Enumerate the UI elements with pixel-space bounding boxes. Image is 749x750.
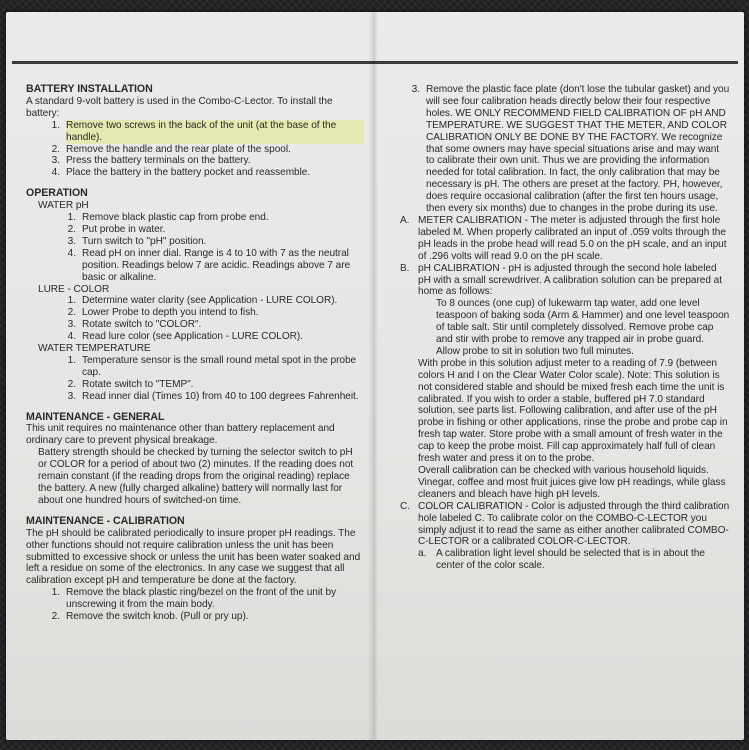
instruction-sheet bbox=[6, 12, 744, 740]
list-item: 2. Remove the switch knob. (Pull or pry up). bbox=[51, 611, 249, 623]
battery-intro: A standard 9-volt battery is used in the Combo-C-Lector. To install the battery: bbox=[26, 95, 333, 119]
list-item: 1. Remove two screws in the back of the unit (at the base of the handle). bbox=[40, 120, 364, 144]
list-item: 2. Rotate switch to "TEMP". bbox=[67, 378, 194, 390]
color-calibration-sub: a. A calibration light level should be selected that is in about the center of the color scale. bbox=[418, 548, 705, 572]
ph-calibration: B. pH CALIBRATION - pH is adjusted through the second hole labeled pH with a small screwdriver. A calibration solution can be prepared at home as follows: To 8 ounces (one cup) of lukewarm tap water, add one level teaspoon of baking soda (Arm & Hammer) and one level teaspoon of table salt. Stir until completely dissolved. Remove probe cap and stir with probe to remove any trapped air in probe guard. Allow probe to sit in solution two full minutes. With probe in this solution adjust meter to a reading of 7.9 (between colors H and I on the Clear Water Color scale). Note: This solution is not considered stable and should be mixed fresh each time the unit is calibrated. If you wish to order a stable, buffered pH 7.0 standard solution, see parts list. Following calibration, and after use of the pH probe in fishing or other applications, rinse the probe and probe cap in fresh tap water. Store probe with a small amount of fresh water in the cap to keep the probe moist. Fill cap approximately half full of clean fresh water and press it on to the probe. Overall calibration can be checked with various household liquids. Vinegar, coffee and most fruit juices give low pH readings, while glass cleaners and bleach have high pH levels. bbox=[400, 262, 730, 500]
color-calibration: C. COLOR CALIBRATION - Color is adjusted through the third calibration hole labeled C. To calibrate color on the COMBO-C-LECTOR you simply adjust it to read the same as either another calibrated COMBO-C-LECTOR or a calibrated COLOR-C-LECTOR. a. A calibration light level should be selected that is in about the center of the color scale. bbox=[400, 500, 730, 572]
lure-color-steps bbox=[26, 295, 364, 343]
maintenance-general-heading: MAINTENANCE - GENERAL bbox=[26, 410, 165, 423]
list-item: 3. Turn switch to "pH" position. bbox=[67, 235, 207, 247]
list-item: 1. Remove the black plastic ring/bezel on the front of the unit by unscrewing it from the main body. bbox=[51, 587, 337, 611]
solution-recipe: To 8 ounces (one cup) of lukewarm tap water, add one level teaspoon of baking soda (Arm & Hammer) and one level teaspoon of table salt. Stir until completely dissolved. Remove probe cap and stir with probe to remove any trapped air in probe guard. Allow probe to sit in solution two full minutes. bbox=[436, 298, 730, 357]
ph-calibration-p2: With probe in this solution adjust meter to a reading of 7.9 (between colors H and I on the Clear Water Color scale). Note: This solution is not considered stable and should be mixed fresh each time the unit is calibrated. If you wish to order a stable, buffered pH 7.0 standard solution, see parts list. Following calibration, and after use of the pH probe in fishing or other applications, rinse the probe and probe cap in fresh tap water. Store probe with a small amount of fresh water in the cap to keep the probe moist. Fill cap approximately half full of clean fresh water and press it on to the probe. bbox=[418, 357, 728, 465]
water-temp-title: WATER TEMPERATURE bbox=[38, 343, 151, 355]
list-item: 2. Put probe in water. bbox=[67, 223, 166, 235]
list-item: 1. Determine water clarity (see Application - LURE COLOR). bbox=[67, 295, 338, 307]
maintenance-general-p1: This unit requires no maintenance other than battery replacement and ordinary care to prevent physical breakage. bbox=[26, 423, 335, 447]
ph-calibration-text: pH CALIBRATION - pH is adjusted through the second hole labeled pH with a small screwdriver. A calibration solution can be prepared at home as follows: To 8 ounces (one cup) of lukewarm tap water, add one level teaspoon of baking soda (Arm & Hammer) and one level teaspoon of table salt. Stir until completely dissolved. Remove probe cap and stir with probe to remove any trapped air in probe guard. Allow probe to sit in solution two full minutes. With probe in this solution adjust meter to a reading of 7.9 (between colors H and I on the Clear Water Color scale). Note: This solution is not considered stable and should be mixed fresh each time the unit is calibrated. If you wish to order a stable, buffered pH 7.0 standard solution, see parts list. Following calibration, and after use of the pH probe in fishing or other applications, rinse the probe and probe cap in fresh tap water. Store probe with a small amount of fresh water in the cap to keep the probe moist. Fill cap approximately half full of clean fresh water and press it on to the probe. Overall calibration can be checked with various household liquids. Vinegar, coffee and most fruit juices give low pH readings, while glass cleaners and bleach have high pH levels. bbox=[418, 262, 730, 500]
water-temp-steps bbox=[26, 355, 364, 403]
list-item: 1. Temperature sensor is the small round metal spot in the probe cap. bbox=[67, 354, 357, 378]
calibration-steps bbox=[26, 587, 364, 623]
list-item: 3. Read inner dial (Times 10) from 40 to 100 degrees Fahrenheit. bbox=[67, 390, 359, 402]
right-column bbox=[400, 84, 730, 572]
calibration-step-3: 3. Remove the plastic face plate (don't lose the tubular gasket) and you will see four calibration heads directly below their four respective holes. WE ONLY RECOMMEND FIELD CALIBRATION OF pH AND TEMPERATURE. WE SUGGEST THAT THE METER, AND COLOR CALIBRATION ONLY BE DONE BY THE FACTORY. We recognize that some owners may have special situations arise and may want to calibrate their own unit. Thus we are providing the information needed for total calibration. In fact, the only calibration that may be necessary is pH. The others are preset at the factory. PH, however, does require occasional calibration (after the first ten hours usage, then every six months) due to changes in the probe during its use. bbox=[411, 84, 730, 215]
list-item: 2. Lower Probe to depth you intend to fish. bbox=[67, 307, 259, 319]
list-item: 3. Rotate switch to "COLOR". bbox=[67, 319, 202, 331]
list-item: 4. Read pH on inner dial. Range is 4 to 10 with 7 as the neutral position. Readings below 7 are acidic. Readings above 7 are basic or alkaline. bbox=[67, 247, 351, 283]
list-item: 3. Press the battery terminals on the battery. bbox=[51, 155, 251, 167]
maintenance-calibration-p1: The pH should be calibrated periodically to insure proper pH readings. The other functions should not require calibration unless the unit has been submitted to excessive shock or unless the unit has been water soaked and left a residue on some of the electronics. In any case we suggest that all calibration except pH and temperature be done at the factory. bbox=[26, 527, 361, 587]
page-fold bbox=[368, 12, 378, 740]
list-item: 4. Place the battery in the battery pocket and reassemble. bbox=[51, 167, 311, 179]
color-calibration-text: COLOR CALIBRATION - Color is adjusted through the third calibration hole labeled C. To calibrate color on the COMBO-C-LECTOR you simply adjust it to read the same as either another calibrated COMBO-C-LECTOR or a calibrated COLOR-C-LECTOR. a. A calibration light level should be selected that is in about the center of the color scale. bbox=[418, 500, 730, 572]
operation-heading: OPERATION bbox=[26, 187, 88, 200]
list-item: 2. Remove the handle and the rear plate of the spool. bbox=[51, 143, 291, 155]
list-item: 1. Remove black plastic cap from probe end. bbox=[67, 212, 269, 224]
battery-heading: BATTERY INSTALLATION bbox=[26, 83, 153, 95]
maintenance-general-p2: Battery strength should be checked by turning the selector switch to pH or COLOR for a period of about two (2) minutes. If the reading does not remain constant (if the reading drops from the original reading) replace the battery. A new (fully charged alkaline) battery will normally last for about one hundred hours of switched-on time. bbox=[38, 447, 354, 506]
water-ph-steps bbox=[26, 212, 364, 283]
lure-color-title: LURE - COLOR bbox=[38, 283, 110, 295]
battery-steps bbox=[26, 120, 364, 180]
ph-calibration-p3: Overall calibration can be checked with various household liquids. Vinegar, coffee and most fruit juices give low pH readings, while glass cleaners and bleach have high pH levels. bbox=[418, 465, 726, 500]
maintenance-calibration-heading: MAINTENANCE - CALIBRATION bbox=[26, 514, 185, 527]
meter-calibration: A. METER CALIBRATION - The meter is adjusted through the first hole labeled M. When properly calibrated an input of .059 volts through the pH leads in the probe head will read 5.0 on the pH scale, and an input of .296 volts will read 9.0 on the pH scale. bbox=[400, 214, 727, 262]
list-item: 4. Read lure color (see Application - LURE COLOR). bbox=[67, 331, 303, 343]
water-ph-title: WATER pH bbox=[38, 200, 89, 212]
left-column bbox=[26, 84, 364, 623]
